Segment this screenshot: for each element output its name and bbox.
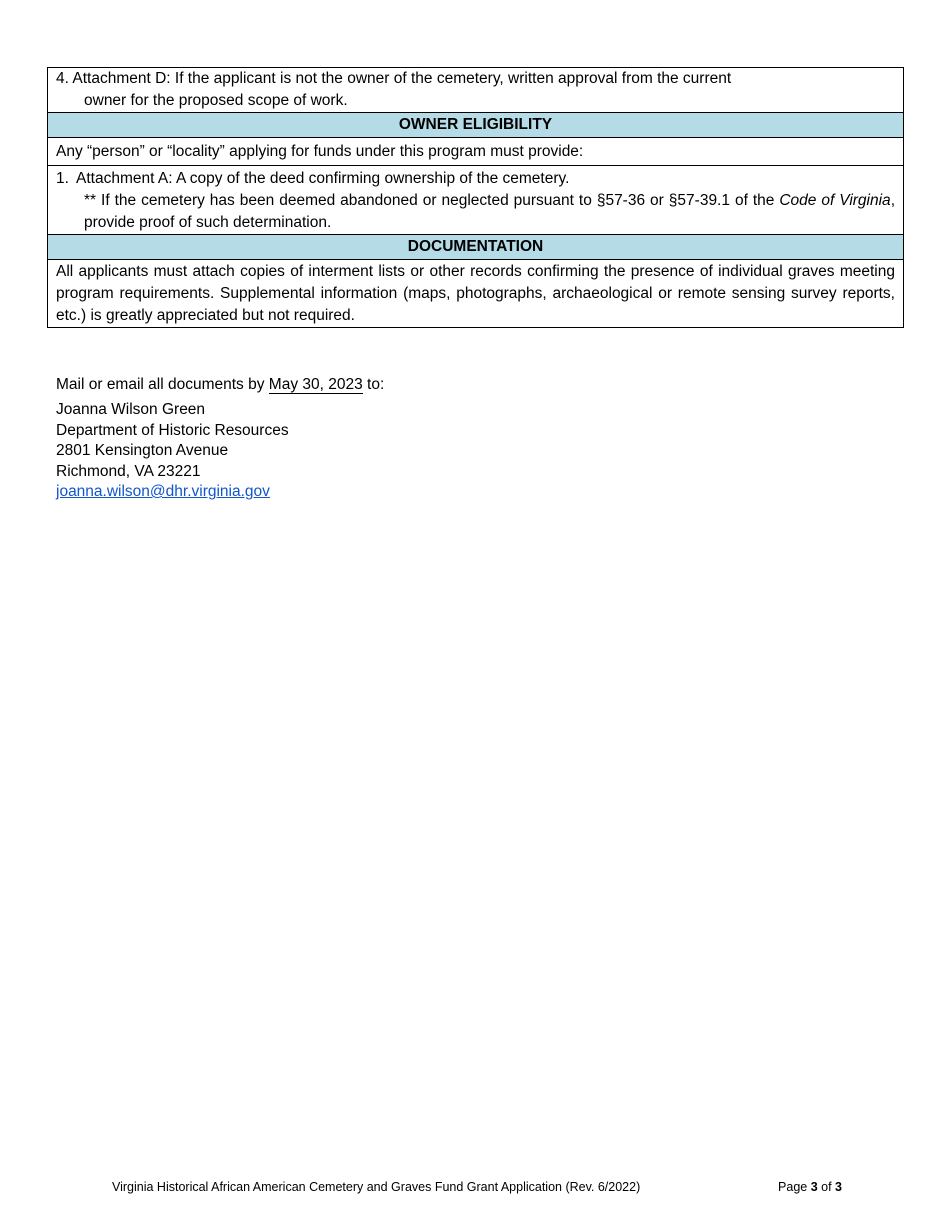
owner-eligibility-heading: OWNER ELIGIBILITY	[48, 113, 904, 138]
attachment-a-number: 1.	[56, 170, 69, 187]
recipient-department: Department of Historic Resources	[56, 421, 289, 439]
mailing-deadline: May 30, 2023	[268, 376, 363, 393]
code-of-virginia: Code of Virginia	[779, 192, 891, 209]
recipient-email-link[interactable]: joanna.wilson@dhr.virginia.gov	[56, 483, 270, 500]
documentation-heading: DOCUMENTATION	[48, 235, 904, 260]
owner-eligibility-intro-row	[48, 138, 904, 166]
recipient-city-state-zip: Richmond, VA 23221	[56, 462, 201, 480]
attachment-a-text: Attachment A: A copy of the deed confirming ownership of the cemetery.	[76, 170, 570, 187]
attachment-d-cell	[48, 68, 904, 113]
page-of: of	[817, 1180, 836, 1194]
footer-title: Virginia Historical African American Cemetery and Graves Fund Grant Application (Rev. 6/2022)	[112, 1180, 641, 1194]
page-number	[778, 1177, 842, 1197]
attachment-d-row	[48, 68, 904, 113]
attachment-d-line2: owner for the proposed scope of work.	[84, 92, 348, 109]
eligibility-table	[47, 67, 904, 328]
attachment-a-row	[48, 166, 904, 235]
attachment-a-cell	[48, 166, 904, 235]
mailing-block	[56, 374, 384, 503]
mailing-instruction	[56, 374, 384, 396]
attachment-a-note-part1: ** If the cemetery has been deemed abandoned or neglected pursuant to §57-36 or §57-39.1 of the	[84, 192, 775, 209]
attachment-d-line1: 4. Attachment D: If the applicant is not the owner of the cemetery, written approval from the current	[56, 70, 732, 87]
mailing-address	[56, 400, 384, 503]
attachment-a-item	[56, 168, 895, 190]
documentation-body: All applicants must attach copies of interment lists or other records confirming the presence of individual graves meeting program requirements. Supplemental information (maps, photographs, archaeological or remote sensing survey reports, etc.) is greatly appreciated but not required.	[48, 260, 904, 328]
attachment-a-note-part2: , provide proof of such determination.	[84, 192, 895, 231]
mailing-suffix: to:	[362, 376, 385, 393]
recipient-name: Joanna Wilson Green	[56, 401, 206, 418]
owner-eligibility-intro: Any “person” or “locality” applying for funds under this program must provide:	[48, 138, 904, 166]
recipient-street: 2801 Kensington Avenue	[56, 442, 229, 459]
documentation-body-row	[48, 260, 904, 328]
mailing-prefix: Mail or email all documents by	[56, 376, 269, 393]
page-total: 3	[835, 1180, 842, 1194]
attachment-a-note	[56, 190, 895, 234]
documentation-header-row	[48, 235, 904, 260]
page-word: Page	[778, 1180, 811, 1194]
page-current: 3	[810, 1180, 818, 1194]
owner-eligibility-header-row	[48, 113, 904, 138]
